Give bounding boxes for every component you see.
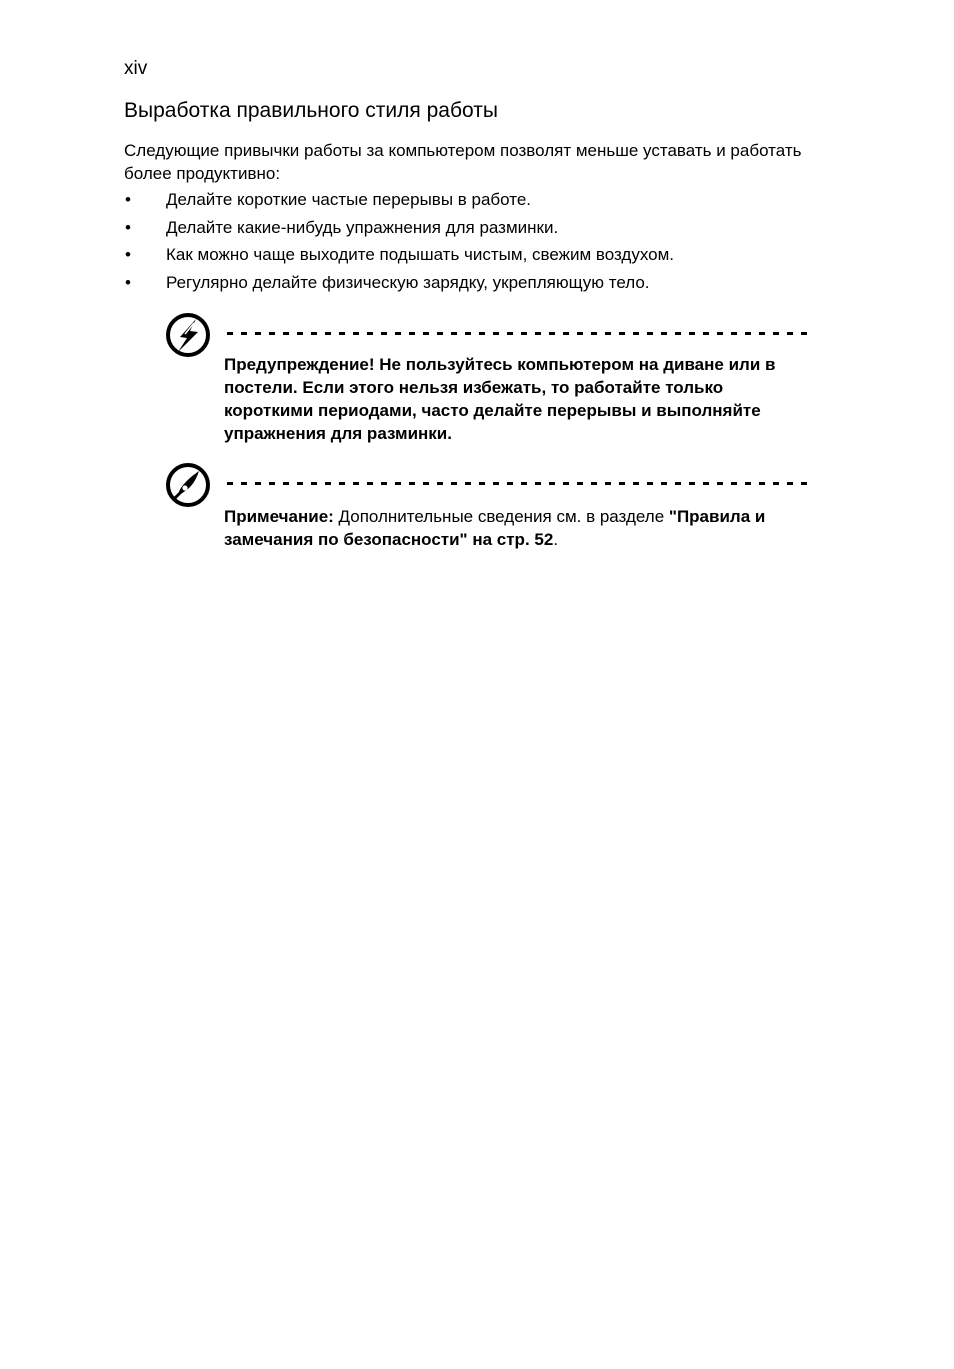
list-item-text: Делайте какие-нибудь упражнения для разминки. <box>166 217 559 237</box>
list-item <box>124 271 674 299</box>
list-item-text: Регулярно делайте физическую зарядку, укрепляющую тело. <box>166 272 650 292</box>
note-pen-icon <box>165 462 211 508</box>
intro-paragraph: Следующие привычки работы за компьютером позволят меньше уставать и работать более продуктивно: <box>124 141 802 183</box>
note-label: Примечание: <box>224 507 334 526</box>
note-reference-link[interactable]: "Правила и замечания по безопасности" на стр. 52 <box>224 507 766 549</box>
note-body: Дополнительные сведения см. в разделе <box>333 507 669 526</box>
page-number: xiv <box>124 58 148 79</box>
divider <box>227 332 813 335</box>
list-item <box>124 243 674 271</box>
warning-lightning-icon <box>165 312 211 358</box>
list-item <box>124 188 674 216</box>
note-end: . <box>553 530 559 549</box>
list-item-text: Делайте короткие частые перерывы в работе. <box>166 190 532 209</box>
list-item-text: Как можно чаще выходите подышать чистым, свежим воздухом. <box>166 245 675 264</box>
bullet-icon: • <box>125 190 131 209</box>
section-title: Выработка правильного стиля работы <box>124 99 498 122</box>
habits-list <box>124 188 674 298</box>
note-text <box>224 505 794 551</box>
bullet-icon: • <box>125 217 131 237</box>
bullet-icon: • <box>125 272 131 292</box>
list-item <box>124 216 674 244</box>
warning-text: Предупреждение! Не пользуйтесь компьютером на диване или в постели. Если этого нельзя избежать, то работайте только короткими периодами, часто делайте перерывы и выполняйте упражнения для разминки. <box>224 355 776 443</box>
divider <box>227 482 813 485</box>
bullet-icon: • <box>125 245 131 264</box>
